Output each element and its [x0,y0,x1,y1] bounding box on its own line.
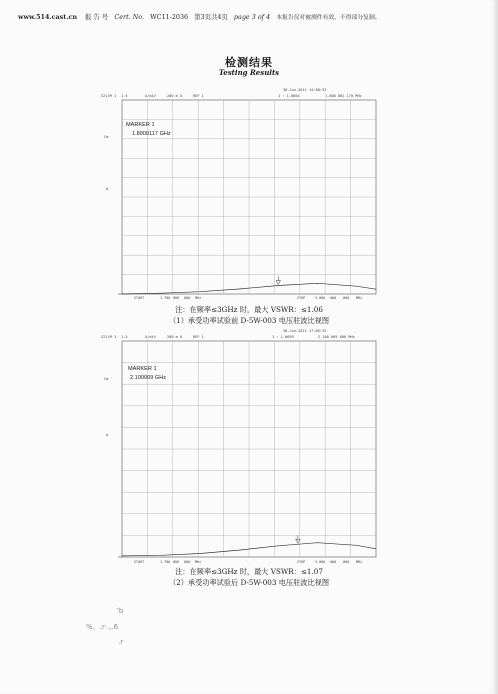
faint-mark-1: 'b [117,607,124,615]
chart1-bottom-right-4: MHz [356,296,363,300]
chart1-top-left-2: U/diV [145,94,156,98]
header-site[interactable]: www.514.cast.cn [18,13,77,21]
header-note: 本报告仅对被测件有效，不得部分复制。 [276,15,381,21]
chart1-left-axis-0: Cm [104,135,109,139]
chart1-marker-icon [276,280,280,284]
chart2-bottom-left-2: 000 [173,560,180,564]
chart1-left-axis-1: Δ [106,187,109,191]
faint-mark-3: .r [118,638,124,646]
page-subtitle: Testing Results [218,68,280,77]
chart2-top-right-1: 2.100 009 000 MHz [318,335,355,339]
chart2-left-axis-0: Cm [104,377,109,381]
chart1-caption: （1）承受功率试验前 D-5W-003 电压驻波比视图 [168,316,330,325]
chart1-bottom-left-3: 000 [184,296,191,300]
chart1-bottom-left-4: MHz [195,296,202,300]
chart2-bottom-left-0: START [134,560,145,564]
page-header [18,12,480,21]
chart2-top-left-3: 200 m U [167,335,183,339]
header-page-cn: 第3页共4页 [194,13,228,21]
chart2-bottom-right-3: 000 [343,560,350,564]
chart2-bottom-right-4: MHz [356,560,363,564]
header-cert-label: Cert. No. [114,13,145,21]
chart1-bottom-right-3: 000 [343,296,350,300]
chart1-top-right-0: 1 : 1.0604 [278,94,300,98]
chart1-top-left-4: REF 1 [193,94,204,98]
chart1-marker-freq: 1.8000117 GHz [132,131,171,137]
faint-mark-2: %、.r·.,.6 [86,623,119,631]
chart1-top-left-1: 1.5 [121,94,128,98]
chart1-bottom-right-2: 000 [330,296,337,300]
chart2-top-right-0: 1 : 1.0699 [272,335,294,339]
header-report-label: 报 告 号 [85,13,109,21]
chart2-caption: （2）承受功率试验后 D-5W-003 电压驻波比视图 [168,578,330,587]
header-page-en: page 3 of 4 [233,13,271,21]
chart1-bottom-right-1: 3.000 [315,296,326,300]
chart2-top-left-4: REF 1 [193,335,204,339]
chart1-timestamp: 30-Jun-2011 14:08:33 [283,88,327,92]
header-cert-no: WC11-2036 [150,13,189,21]
chart1-top-left-3: 200 m U [167,94,183,98]
chart2-top-left-1: 1.5 [121,335,128,339]
chart1-bottom-right-0: STOP [297,296,306,300]
chart2-top-left-0: S21/M 1 [101,335,117,339]
chart2-bottom-right-0: STOP [297,560,306,564]
chart1-top-left-0: S21/M 1 [101,94,117,98]
chart2-timestamp: 30-Jun-2011 17:09:32 [283,329,327,333]
chart1-marker-title: MARKER 1 [126,122,155,128]
chart2-bottom-right-2: 000 [330,560,337,564]
vswr-chart-1-svg [82,84,402,310]
chart2-marker-icon [296,539,300,543]
chart2-marker-title: MARKER 1 [128,366,157,372]
vswr-chart-2 [82,326,402,568]
chart2-bottom-left-4: MHz [195,560,202,564]
chart2-marker-freq: 2.100009 GHz [130,375,167,381]
chart1-top-right-1: 1.800 001 170 MHz [325,94,362,98]
chart2-left-axis-1: Δ [106,433,109,437]
chart1-grid [118,100,376,294]
chart2-grid [118,341,376,557]
chart2-note: 注：在频率≤3GHz 时，最大 VSWR：≤1.07 [175,567,323,576]
chart1-bottom-left-0: START [134,296,145,300]
chart2-bottom-right-1: 3.000 [315,560,326,564]
vswr-chart-1 [82,84,402,310]
chart2-bottom-left-1: 1.700 [160,560,171,564]
chart1-bottom-left-2: 000 [173,296,180,300]
page-title: 检测结果 [225,56,273,69]
chart1-bottom-left-1: 1.700 [160,296,171,300]
chart2-bottom-left-3: 000 [184,560,191,564]
chart2-top-left-2: U/diV [145,335,156,339]
chart1-note: 注：在频率≤3GHz 时，最大 VSWR：≤1.06 [175,305,323,314]
vswr-chart-2-svg [82,326,402,568]
